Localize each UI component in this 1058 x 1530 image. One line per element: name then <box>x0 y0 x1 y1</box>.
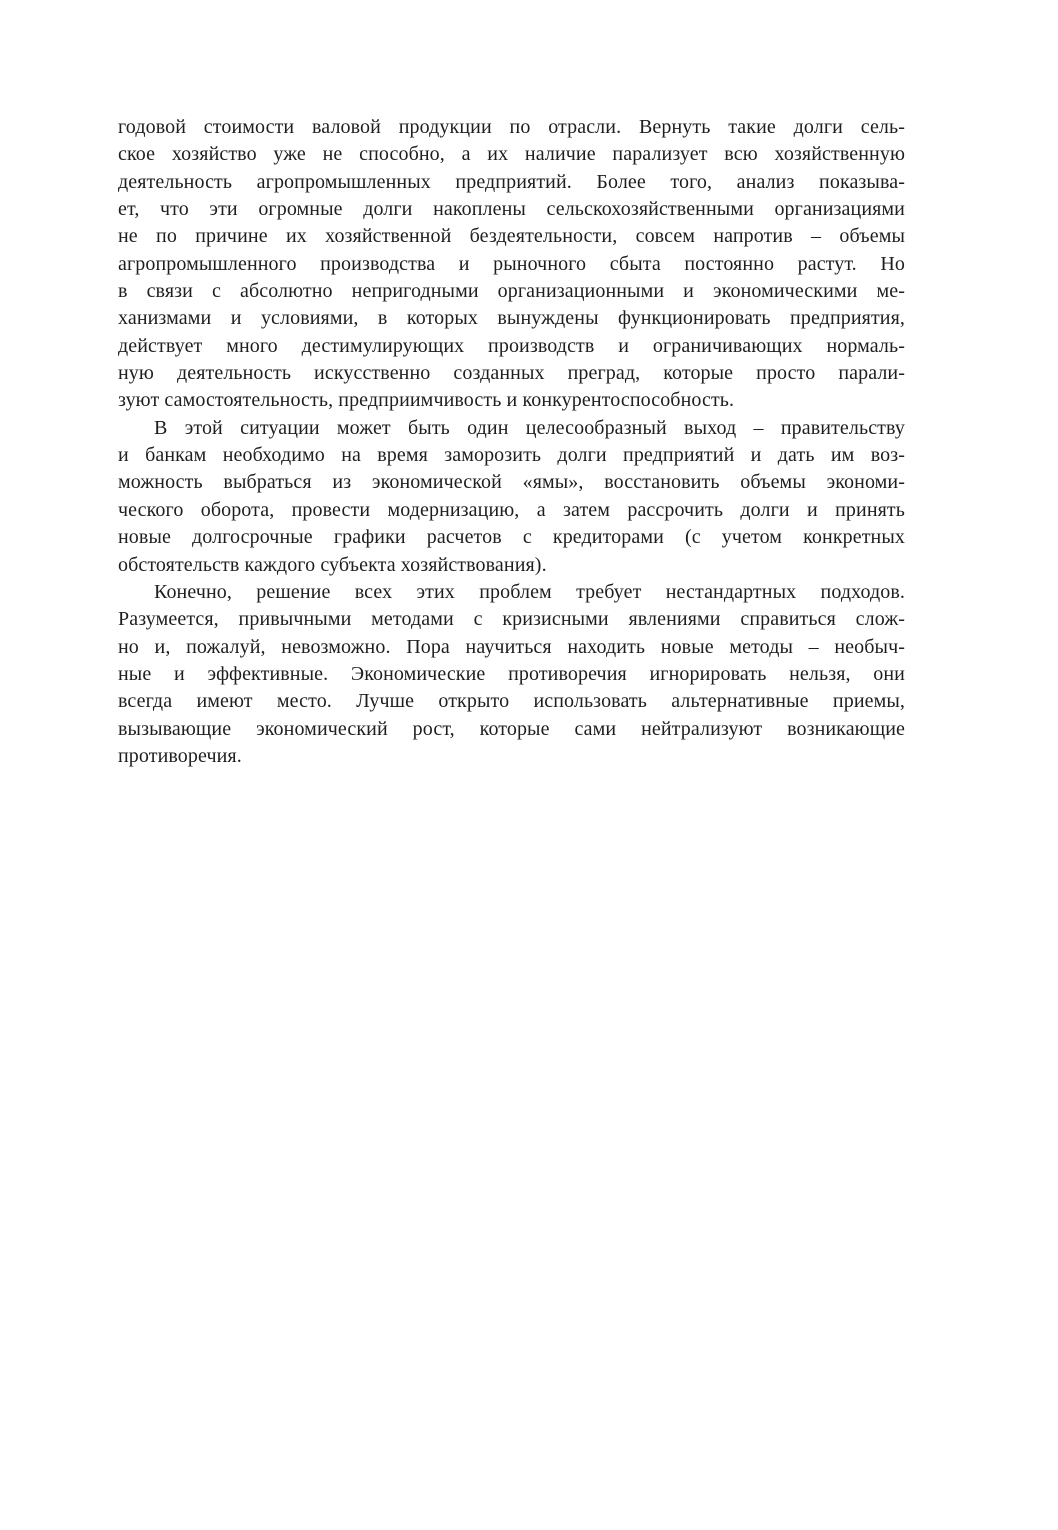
text-line: агропромышленного производства и рыночного сбыта постоянно растут. Но <box>118 252 905 275</box>
text-line: годовой стоимости валовой продукции по отрасли. Вернуть такие долги сель- <box>118 116 905 138</box>
paragraph <box>118 114 905 415</box>
text-line: ет, что эти огромные долги накоплены сельскохозяйственными организациями <box>118 198 905 221</box>
text-line: всегда имеют место. Лучше открыто использовать альтернативные приемы, <box>118 690 905 713</box>
text-line: ческого оборота, провести модернизацию, а затем рассрочить долги и принять <box>118 498 905 521</box>
paragraph <box>118 415 905 579</box>
text-line: вызывающие экономический рост, которые сами нейтрализуют возникающие <box>118 717 905 740</box>
text-line: но и, пожалуй, невозможно. Пора научиться находить новые методы – необыч- <box>118 635 905 658</box>
text-block <box>118 114 905 770</box>
text-line: ную деятельность искусственно созданных преград, которые просто парали- <box>118 362 905 385</box>
text-line: В этой ситуации может быть один целесообразный выход – правительству <box>154 416 905 439</box>
text-line: можность выбраться из экономической «ямы», восстановить объемы экономи- <box>118 471 905 494</box>
text-line: Разумеется, привычными методами с кризисными явлениями справиться слож- <box>118 608 905 631</box>
text-line: деятельность агропромышленных предприятий. Более того, анализ показыва- <box>118 170 905 193</box>
text-line: противоречия. <box>118 744 242 767</box>
text-line: и банкам необходимо на время заморозить долги предприятий и дать им воз- <box>118 444 905 467</box>
text-line: ханизмами и условиями, в которых вынуждены функционировать предприятия, <box>118 307 905 330</box>
text-line: Конечно, решение всех этих проблем требует нестандартных подходов. <box>154 580 905 603</box>
text-line: действует много дестимулирующих производств и ограничивающих нормаль- <box>118 334 905 357</box>
text-line: в связи с абсолютно непригодными организационными и экономическими ме- <box>118 280 905 303</box>
text-line: ское хозяйство уже не способно, а их наличие парализует всю хозяйственную <box>118 143 905 166</box>
text-line: не по причине их хозяйственной бездеятельности, совсем напротив – объемы <box>118 225 905 248</box>
paragraph <box>118 579 905 770</box>
text-line: обстоятельств каждого субъекта хозяйствования). <box>118 553 547 576</box>
text-line: ные и эффективные. Экономические противоречия игнорировать нельзя, они <box>118 662 905 685</box>
text-line: новые долгосрочные графики расчетов с кредиторами (с учетом конкретных <box>118 526 905 549</box>
text-line: зуют самостоятельность, предприимчивость и конкурентоспособность. <box>118 389 735 412</box>
